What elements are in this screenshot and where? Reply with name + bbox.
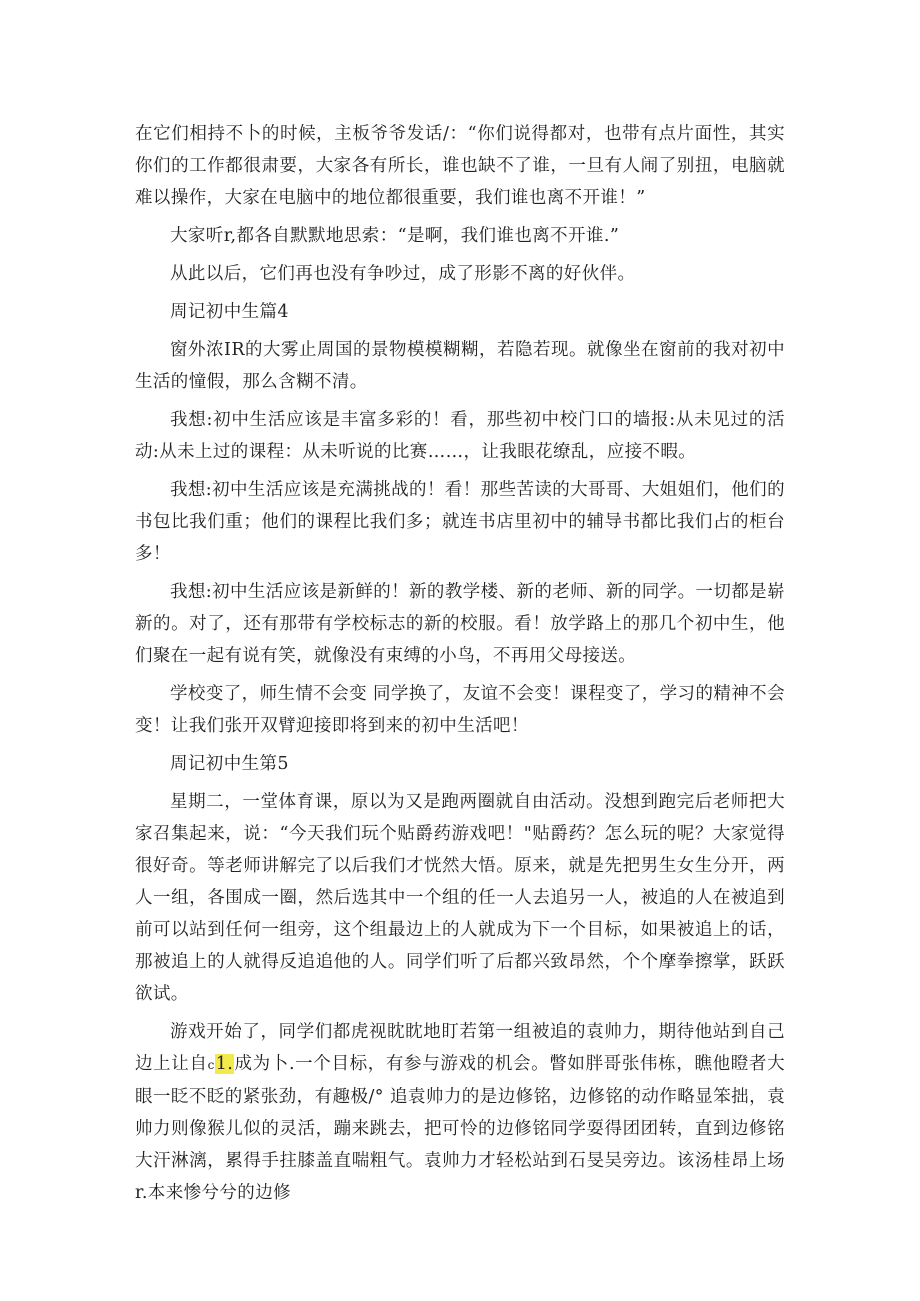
paragraph: 星期二，一堂体育课，原以为又是跑两圈就自由活动。没想到跑完后老师把大家召集起来，说：“今天我们玩个贴爵药游戏吧！"贴爵药？怎么玩的呢？大家觉得很好奇。等老师讲解完了以后我们才恍然大悟。原来，就是先把男生女生分开，两人一组，各围成一圈，然后选其中一个组的任一人去追另一人，被追的人在被追到前可以站到任何一组旁，这个组最边上的人就成为下一个目标，如果被追上的话，那被追上的人就得反追追他的人。同学们听了后都兴致昂然，个个摩拳擦掌，跃跃欲试。	[135, 792, 785, 1004]
paragraph: 从此以后，它们再也没有争吵过，成了形影不离的好伙伴。	[170, 264, 636, 284]
paragraph-text: 游戏开始了，同学们都虎视眈眈地盯若第一组被追的袁帅力，期待他站到自己边上让自	[135, 1022, 785, 1074]
paragraph: 大家听r,都各自默默地思索：“是啊，我们谁也离不开谁.”	[170, 226, 620, 246]
section-heading: 周记初中生第5	[170, 754, 289, 774]
paragraph-text: 成为卜.一个目标，有参与游戏的机会。瞥如胖哥张伟栋，瞧他瞪者大眼一眨不眨的紧张劲，有趣极/° 追袁帅力的是边修铭，边修铭的动作略显笨拙，袁帅力则像猴儿似的灵活，蹦来跳去，把可怜的边修铭同学耍得团团转，直到边修铭大汗淋漓，累得手拄膝盖直喘粗气。袁帅力才轻松站到石旻吴旁边。该汤桂昂上场r.本来惨兮兮的边修	[135, 1054, 785, 1203]
paragraph: 我想:初中生活应该是充满挑战的！看！那些苦读的大哥哥、大姐姐们，他们的书包比我们重；他们的课程比我们多；就连书店里初中的辅导书都比我们占的柜台多！	[135, 480, 785, 564]
paragraph	[135, 1016, 785, 1209]
stray-mark: c	[207, 1058, 215, 1072]
highlight-mark: 1.	[215, 1054, 234, 1074]
body-text	[135, 118, 785, 1215]
paragraph: 窗外浓IR的大雾止周国的景物模模糊糊，若隐若现。就像坐在窗前的我对初中生活的憧假，那么含糊不清。	[135, 340, 785, 392]
section-heading: 周记初中生篇4	[170, 302, 289, 322]
paragraph: 学校变了，师生情不会变 同学换了，友谊不会变！课程变了，学习的精神不会变！让我们张开双臂迎接即将到来的初中生活吧！	[135, 684, 785, 736]
paragraph: 在它们相持不卜的时候，主板爷爷发话/：“你们说得都对，也带有点片面性，其实你们的工作都很肃要，大家各有所长，谁也缺不了谁，一旦有人闹了别扭，电脑就难以操作，大家在电脑中的地位都很重要，我们谁也离不开谁！”	[135, 124, 785, 208]
paragraph: 我想:初中生活应该是新鲜的！新的教学楼、新的老师、新的同学。一切都是崭新的。对了，还有那带有学校标志的新的校服。看！放学路上的那几个初中生，他们聚在一起有说有笑，就像没有束缚的小鸟，不再用父母接送。	[135, 582, 785, 666]
paragraph: 我想:初中生活应该是丰富多彩的！看，那些初中校门口的墙报:从未见过的活动:从未上过的课程：从未听说的比赛……，让我眼花缭乱，应接不暇。	[135, 410, 785, 462]
